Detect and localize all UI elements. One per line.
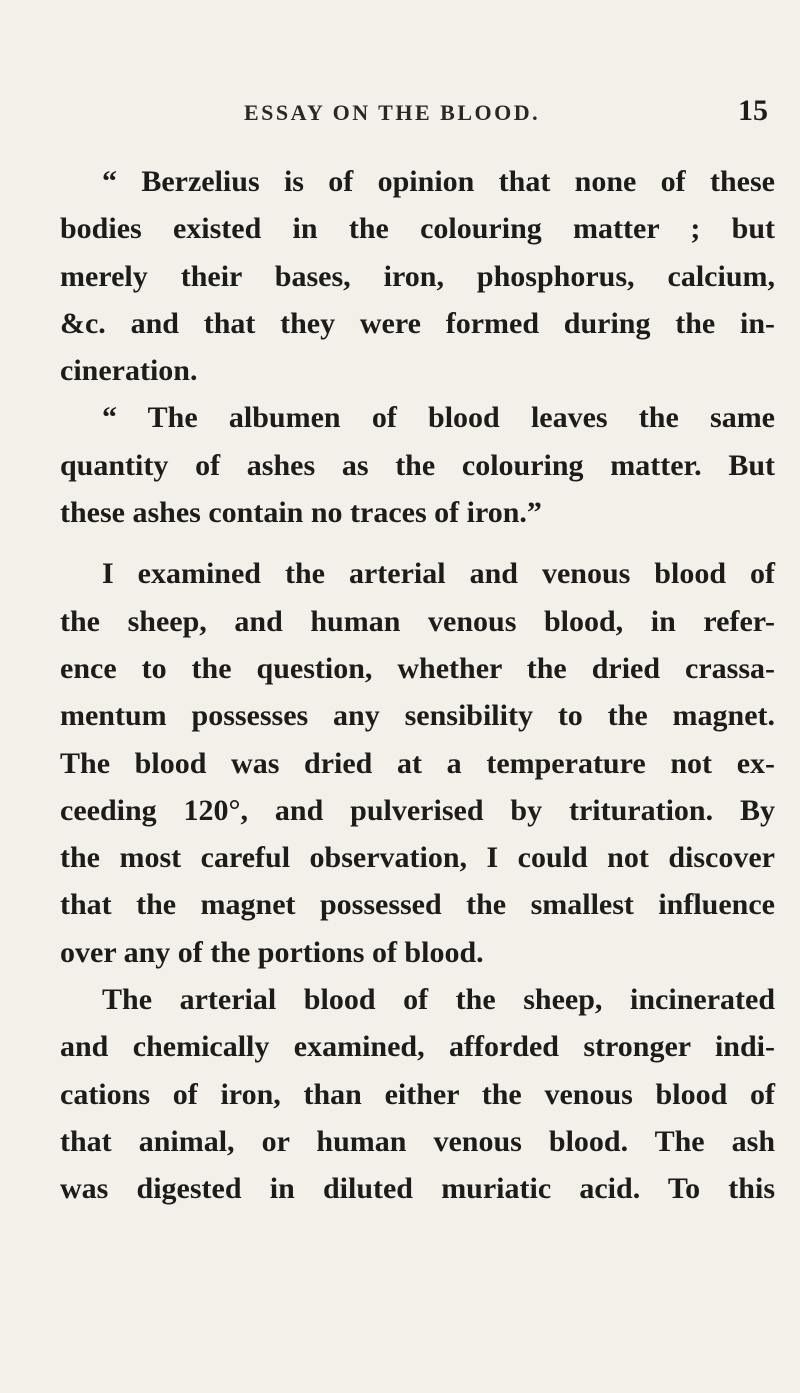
page-number: 15 — [738, 94, 768, 127]
text-line: that the magnet possessed the smallest influence — [60, 888, 775, 922]
text-line: was digested in diluted muriatic acid. To this — [60, 1172, 775, 1206]
text-line: ceeding 120°, and pulverised by trituration. By — [60, 793, 775, 827]
text-line: and chemically examined, afforded stronger indi- — [60, 1030, 775, 1064]
paragraph-magnet-experiment — [60, 550, 775, 976]
text-line: the sheep, and human venous blood, in refer- — [60, 604, 775, 638]
text-line: “ Berzelius is of opinion that none of these — [102, 165, 775, 198]
paragraph-arterial-blood — [60, 976, 775, 1212]
text-line: the most careful observation, I could not discover — [60, 841, 775, 875]
text-line: The blood was dried at a temperature not ex- — [60, 746, 775, 780]
running-head: ESSAY ON THE BLOOD. — [244, 100, 541, 125]
paragraph-albumen — [60, 394, 775, 536]
text-line: over any of the portions of blood. — [60, 935, 484, 969]
paragraph-gap — [60, 536, 775, 550]
text-line: that animal, or human venous blood. The ash — [60, 1124, 775, 1158]
text-line: cations of iron, than either the venous blood of — [60, 1077, 775, 1111]
text-line: merely their bases, iron, phosphorus, calcium, — [60, 259, 775, 293]
text-line: these ashes contain no traces of iron.” — [60, 496, 542, 530]
text-line: I examined the arterial and venous blood of — [102, 557, 775, 591]
text-line: cineration. — [60, 354, 198, 388]
text-line: ence to the question, whether the dried crassa- — [60, 651, 775, 685]
text-line: &c. and that they were formed during the in- — [60, 306, 775, 340]
text-line: “ The albumen of blood leaves the same — [102, 401, 775, 435]
text-line: The arterial blood of the sheep, incinerated — [102, 983, 775, 1017]
body-text — [60, 158, 775, 1213]
text-line: quantity of ashes as the colouring matter. But — [60, 448, 775, 482]
paragraph-berzelius — [60, 158, 775, 394]
text-line: mentum possesses any sensibility to the magnet. — [60, 699, 775, 733]
text-line: bodies existed in the colouring matter ; but — [60, 212, 775, 246]
